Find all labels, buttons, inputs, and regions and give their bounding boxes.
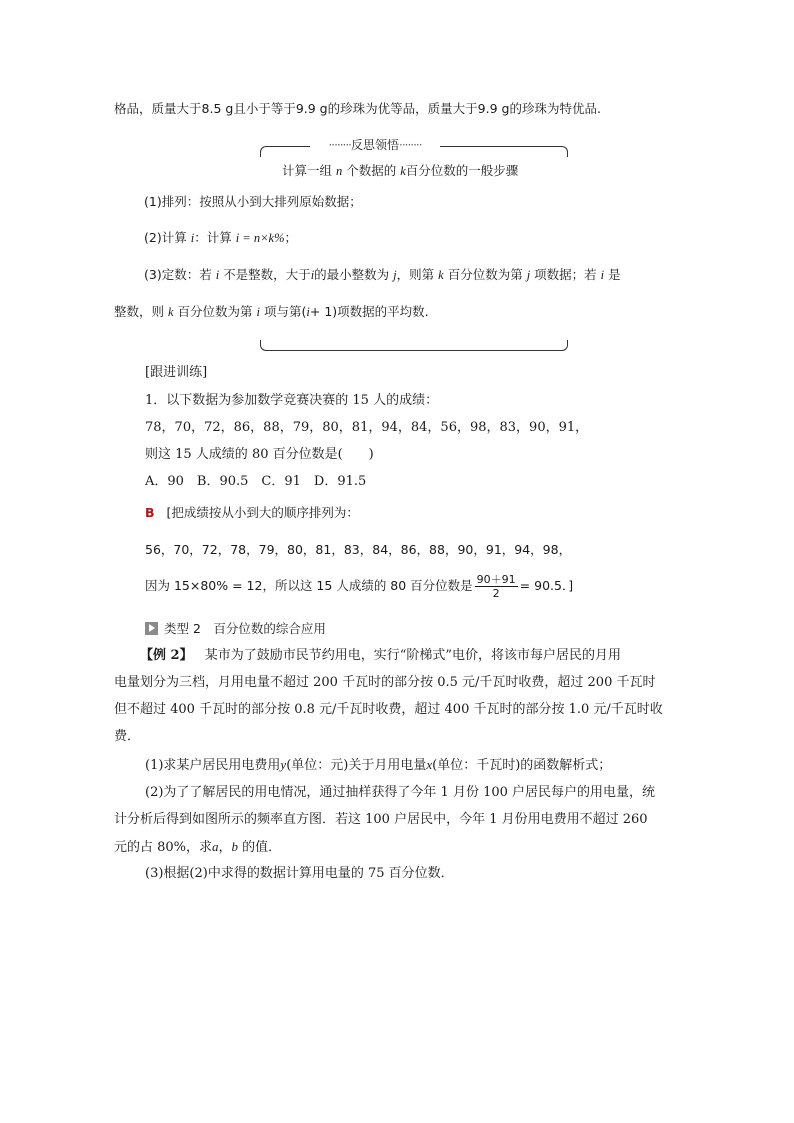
part2-line2-text: 计分析后得到如图所示的频率直方图．若这 100 户居民中，今年 1 月份用电费用不超过 260 — [114, 812, 648, 827]
part1-var-x: x — [426, 757, 433, 772]
example2-part-2-line-2 — [114, 811, 648, 829]
heading-var-k: k — [400, 164, 406, 178]
heading-text-a: 计算一组 — [282, 163, 333, 178]
step3-var-k1: k — [438, 268, 444, 282]
reflection-heading — [282, 162, 518, 180]
example2-line2-text: 电量划分为三档，月用电量不超过 200 千瓦时的部分按 0.5 元/千瓦时收费，超过 200 千瓦时 — [114, 675, 656, 690]
exercise-question — [145, 446, 374, 464]
part2-line1-text: (2)为了了解居民的用电情况，通过抽样获得了今年 1 月份 100 户居民每户的用电量，统 — [145, 785, 656, 800]
step3-text-a: (3)定数：若 — [144, 267, 212, 282]
step3-text-e: 百分位数为第 — [447, 267, 523, 282]
calc-text-a: 因为 15×80% = 12，所以这 15 人成绩的 80 百分位数是 — [145, 578, 473, 593]
part2-line3-text-a: 元的占 80%，求 — [114, 840, 213, 855]
step3-var-i1: i — [215, 268, 220, 282]
exercise-heading-text: [跟进训练] — [145, 365, 208, 380]
step3-text-i: 百分位数为第 — [177, 304, 253, 319]
step3-var-j2: j — [526, 268, 531, 282]
step3-var-j1: j — [393, 268, 397, 282]
percentile-fraction — [475, 573, 518, 600]
example2-line-4 — [114, 728, 140, 746]
intro-text-a: 格品，质量大于 — [114, 101, 202, 116]
step2-text-c: ； — [284, 230, 298, 245]
fraction-denominator: 2 — [492, 587, 500, 600]
step2-text-a: (2)计算 — [144, 230, 187, 245]
reflection-step-2 — [144, 229, 297, 247]
part2-var-a: a — [212, 839, 219, 854]
part2-var-b: b — [231, 839, 239, 854]
step3-var-k2: k — [168, 305, 174, 319]
exercise-sorted-data — [145, 541, 571, 559]
part2-line3-text-c: 的值． — [238, 840, 282, 855]
example2-part-3 — [145, 865, 454, 883]
step3-var-i3: i — [600, 268, 605, 282]
exercise-calculation — [145, 572, 573, 600]
part3-text: (3)根据(2)中求得的数据计算用电量的 75 百分位数． — [145, 866, 454, 881]
part1-text-b: (单位：元)关于月用电量 — [286, 758, 427, 773]
reflection-step-3-line-1 — [144, 266, 621, 284]
heading-text-b: 个数据的 — [346, 163, 397, 178]
step2-var-i: i — [190, 231, 195, 245]
reflection-label-text: 反思领悟 — [350, 138, 399, 152]
intro-text-c: 的珍珠为优等品，质量大于 — [327, 101, 478, 116]
weight-2: 9.9 g — [295, 101, 328, 116]
reflection-box-bottom — [260, 340, 568, 351]
example2-tag: 【例 2】 — [140, 648, 193, 663]
part1-text-a: (1)求某户居民用电费用 — [145, 758, 281, 773]
example2-line-2 — [114, 674, 655, 692]
example2-part-1 — [145, 756, 611, 775]
step3-var-i5: i — [306, 305, 310, 319]
intro-line — [114, 100, 601, 118]
step3-text-k: + 1)项数据的平均数. — [309, 304, 429, 319]
dots-left-icon: ········ — [328, 138, 351, 152]
sorted-data-text: 56，70，72，78，79，80，81，83，84，86，88，90，91，94，98， — [145, 542, 572, 557]
step3-text-g: 是 — [608, 267, 621, 282]
example2-part-2-line-3 — [114, 838, 281, 857]
exercise-question-text: 1．以下数据为参加数学竞赛决赛的 15 人的成绩： — [145, 393, 439, 408]
example2-line3-text: 但不超过 400 千瓦时的部分按 0.8 元/千瓦时收费，超过 400 千瓦时的部分按 1.0 元/千瓦时收 — [114, 702, 663, 717]
reflection-step-3-line-2 — [114, 303, 429, 321]
step2-text-b: ：计算 — [194, 230, 232, 245]
exercise-data — [145, 419, 588, 437]
calc-text-b: = 90.5．] — [519, 578, 574, 593]
exercise-answer — [145, 504, 359, 522]
type2-heading — [145, 620, 326, 638]
heading-var-n: n — [336, 164, 343, 178]
example2-line1-text: 某市为了鼓励市民节约用电，实行“阶梯式”电价，将该市每户居民的月用 — [204, 648, 622, 663]
dots-right-icon: ········ — [399, 138, 422, 152]
step3-text-j: 项与第( — [264, 304, 307, 319]
part2-line3-text-b: ， — [218, 840, 232, 855]
exercise-question-intro — [145, 392, 438, 410]
step3-var-i4: i — [256, 305, 261, 319]
step2-formula: i = n×k% — [235, 231, 285, 245]
exercise-question-stem: 则这 15 人成绩的 80 百分位数是( ) — [145, 447, 374, 462]
intro-text-d: 的珍珠为特优品. — [509, 101, 601, 116]
reflection-step-1 — [144, 193, 362, 211]
reflection-label — [310, 136, 440, 154]
answer-text: [把成绩按从小到大的顺序排列为： — [166, 505, 359, 520]
part1-text-c: (单位：千瓦时)的函数解析式； — [432, 758, 612, 773]
step3-var-i2: i — [310, 268, 315, 282]
step3-text-f: 项数据；若 — [534, 267, 597, 282]
answer-letter: B — [145, 505, 155, 520]
fraction-numerator: 90＋91 — [476, 573, 516, 586]
exercise-heading — [145, 364, 207, 382]
step3-text-b: 不是整数，大于 — [223, 267, 311, 282]
example2-line-1 — [140, 647, 621, 665]
example2-line-3 — [114, 701, 663, 719]
example2-part-2-line-1 — [145, 784, 655, 802]
heading-text-c: 百分位数的一般步骤 — [405, 163, 519, 178]
exercise-options-text: A．90 B．90.5 C．91 D．91.5 — [145, 474, 367, 489]
weight-3: 9.9 g — [477, 101, 510, 116]
part1-var-y: y — [280, 757, 287, 772]
exercise-options — [145, 473, 366, 491]
step3-text-d: ，则第 — [396, 267, 435, 282]
step1-text: (1)排列：按照从小到大排列原始数据； — [144, 194, 362, 209]
play-triangle-icon — [145, 622, 158, 635]
weight-1: 8.5 g — [201, 101, 234, 116]
type2-label: 类型 2 百分位数的综合应用 — [164, 621, 326, 636]
example2-line4-text: 费． — [114, 729, 141, 744]
step3-text-h: 整数，则 — [114, 304, 165, 319]
exercise-data-text: 78，70，72，86，88，79，80，81，94，84，56，98，83，90，91， — [145, 420, 589, 435]
intro-text-b: 且小于等于 — [233, 101, 296, 116]
step3-text-c: 的最小整数为 — [314, 267, 390, 282]
